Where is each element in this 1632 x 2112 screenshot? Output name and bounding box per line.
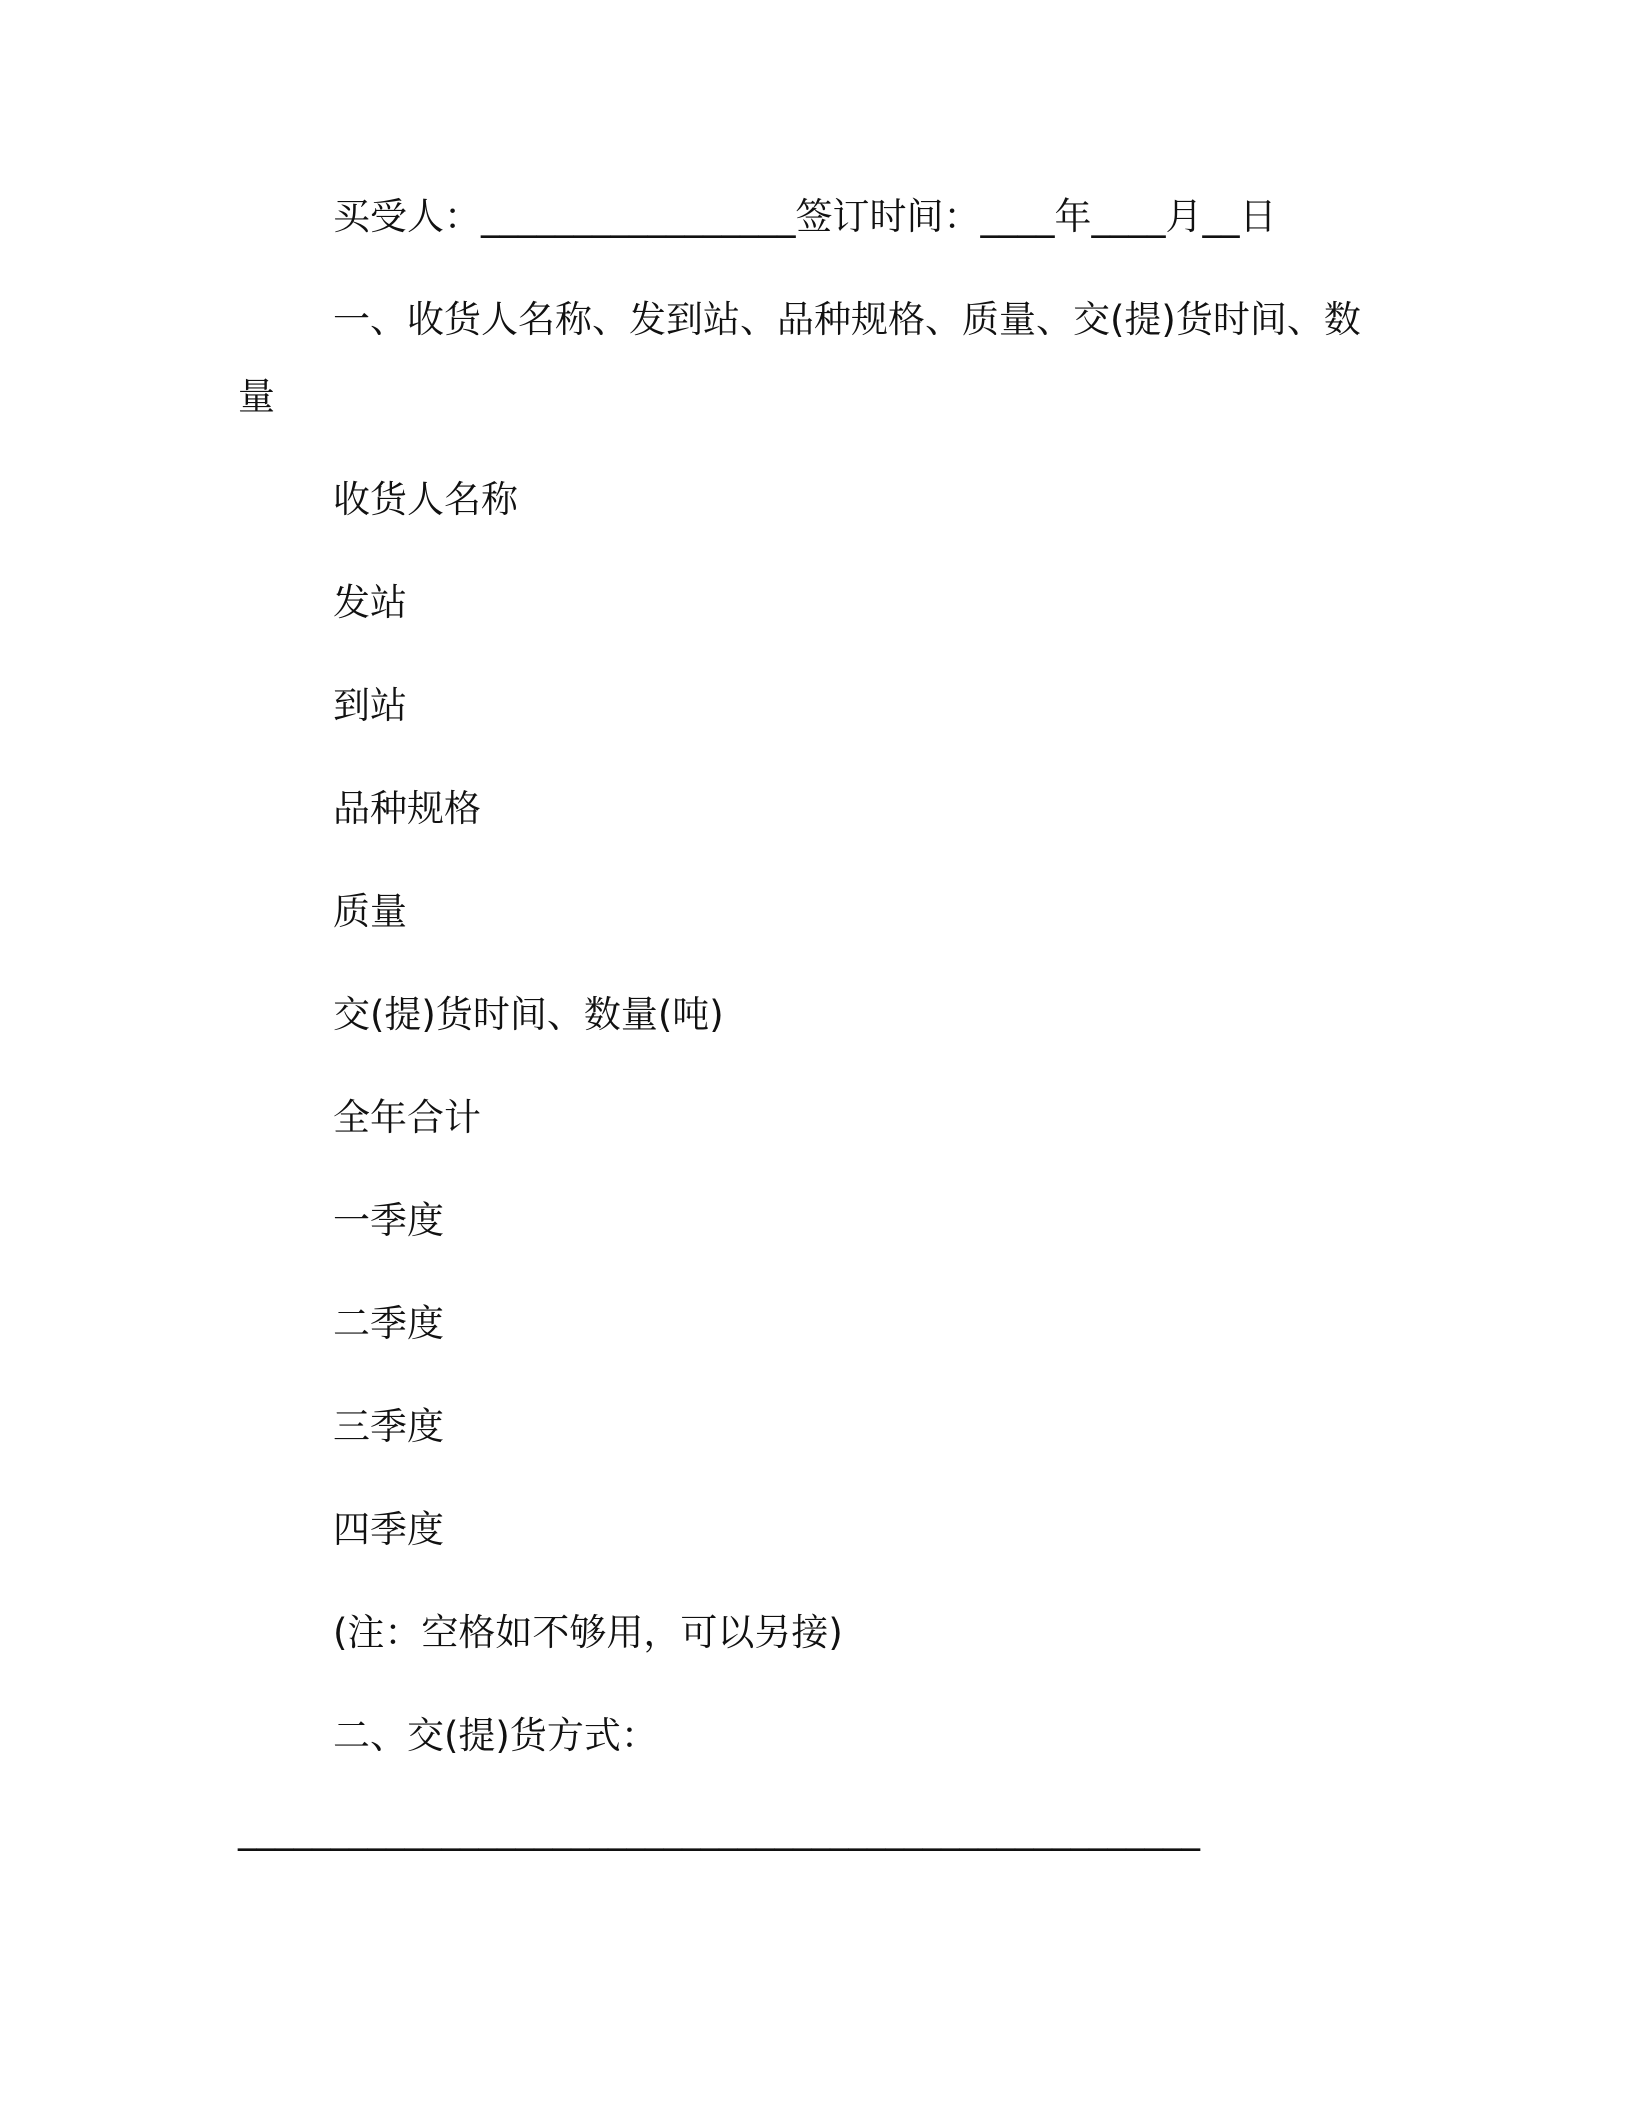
item-delivery-time-quantity: 交(提)货时间、数量(吨) — [333, 993, 724, 1036]
buyer-signing-line: 买受人：_________________签订时间：____年____月__日 — [333, 195, 1277, 238]
section1-heading-continued: 量 — [238, 375, 275, 418]
item-consignee-name: 收货人名称 — [333, 478, 518, 521]
note-line: (注：空格如不够用，可以另接) — [333, 1611, 843, 1654]
section2-heading: 二、交(提)货方式： — [333, 1714, 658, 1757]
section1-heading: 一、收货人名称、发到站、品种规格、质量、交(提)货时间、数 — [333, 298, 1361, 341]
item-quarter-2: 二季度 — [333, 1302, 444, 1345]
item-arrival-station: 到站 — [333, 684, 407, 727]
item-departure-station: 发站 — [333, 581, 407, 624]
item-quarter-3: 三季度 — [333, 1405, 444, 1448]
item-annual-total: 全年合计 — [333, 1096, 481, 1139]
blank-fill-line: ____________________________________________________ — [238, 1808, 1200, 1851]
item-quarter-4: 四季度 — [333, 1508, 444, 1551]
item-variety-spec: 品种规格 — [333, 787, 481, 830]
item-quarter-1: 一季度 — [333, 1199, 444, 1242]
item-quality: 质量 — [333, 890, 407, 933]
